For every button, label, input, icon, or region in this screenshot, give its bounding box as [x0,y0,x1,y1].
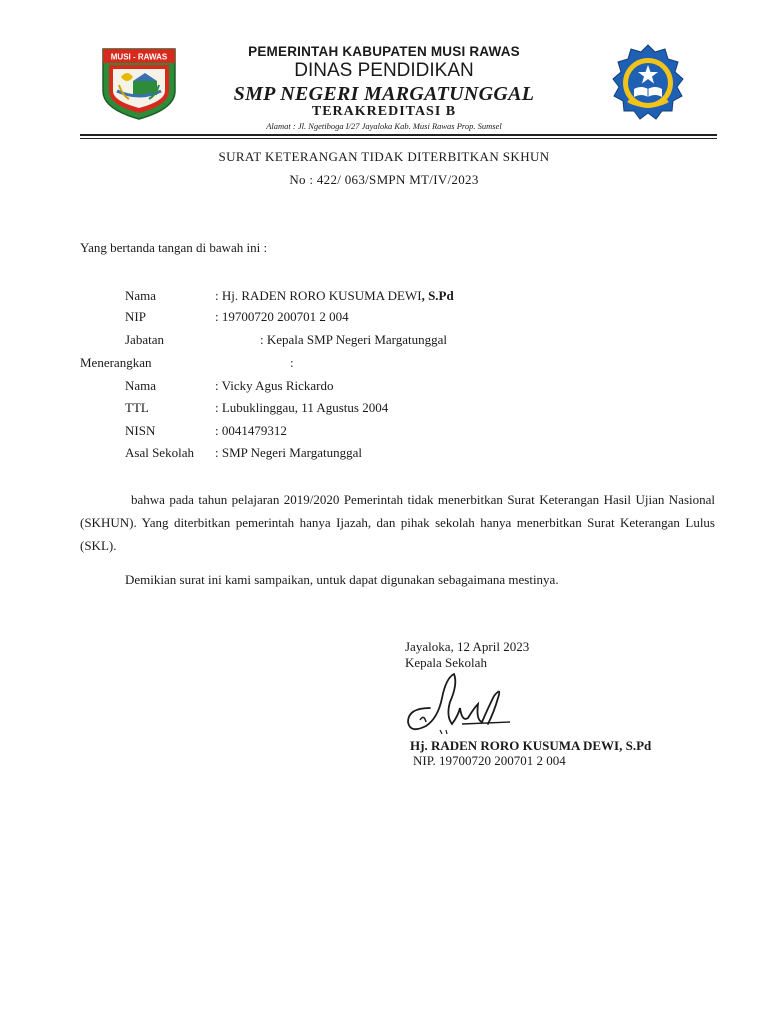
student-name-value: : Vicky Agus Rickardo [215,378,334,393]
signer-name-value: : Hj. RADEN RORO KUSUMA DEWI, S.Pd [215,288,454,303]
signer-nip-value: : 19700720 200701 2 004 [215,309,349,324]
student-nisn-label: NISN [125,423,156,438]
student-name-label: Nama [125,378,157,393]
place-date: Jayaloka, 12 April 2023 [405,639,530,654]
logo-left-text: MUSI - RAWAS [110,52,168,62]
signatory-name: Hj. RADEN RORO KUSUMA DEWI, S.Pd [410,738,652,753]
signer-nip-label: NIP [125,309,146,324]
signer-position-value: : Kepala SMP Negeri Margatunggal [260,332,448,347]
school-name: SMP NEGERI MARGATUNGGAL [233,83,535,105]
signatory-title: Kepala Sekolah [405,655,487,670]
header-divider-thin [80,138,717,139]
letter-number: No : 422/ 063/SMPN MT/IV/2023 [289,172,479,187]
signer-position-label: Jabatan [125,332,164,347]
header-divider-thick [80,134,717,136]
declares-colon: : [290,355,294,370]
student-school-label: Asal Sekolah [125,445,194,460]
school-address: Alamat : Jl. Ngetiboga I/27 Jayaloka Kab. Musi Rawas Prop. Sumsel [266,121,502,131]
government-name: PEMERINTAH KABUPATEN MUSI RAWAS [248,44,520,59]
student-ttl-label: TTL [125,400,149,415]
statement-text: bahwa pada tahun pelajaran 2019/2020 Pemerintah tidak menerbitkan Surat Keterangan Hasil Ujian Nasional (SKHUN). Yang diterbitkan pemerintah hanya Ijazah, dan pihak sekolah hanya menerbitkan Surat Keterangan Lulus (SKL). [80,492,715,553]
accreditation-status: TERAKREDITASI B [311,104,457,119]
letter-title: SURAT KETERANGAN TIDAK DITERBITKAN SKHUN [218,149,550,164]
student-nisn-value: : 0041479312 [215,423,287,438]
student-school-value: : SMP Negeri Margatunggal [215,445,362,460]
closing-line: Demikian surat ini kami sampaikan, untuk dapat digunakan sebagaimana mestinya. [125,572,559,587]
opening-line: Yang bertanda tangan di bawah ini : [80,240,268,255]
student-ttl-value: : Lubuklinggau, 11 Agustus 2004 [215,400,389,415]
declares-label: Menerangkan [80,355,152,370]
statement-paragraph [80,488,715,557]
signer-name-label: Nama [125,288,157,303]
signatory-nip: NIP. 19700720 200701 2 004 [413,753,566,768]
handwritten-signature [402,668,512,740]
department-name: DINAS PENDIDIKAN [294,60,474,81]
signer-name-suffix: , S.Pd [421,288,454,303]
